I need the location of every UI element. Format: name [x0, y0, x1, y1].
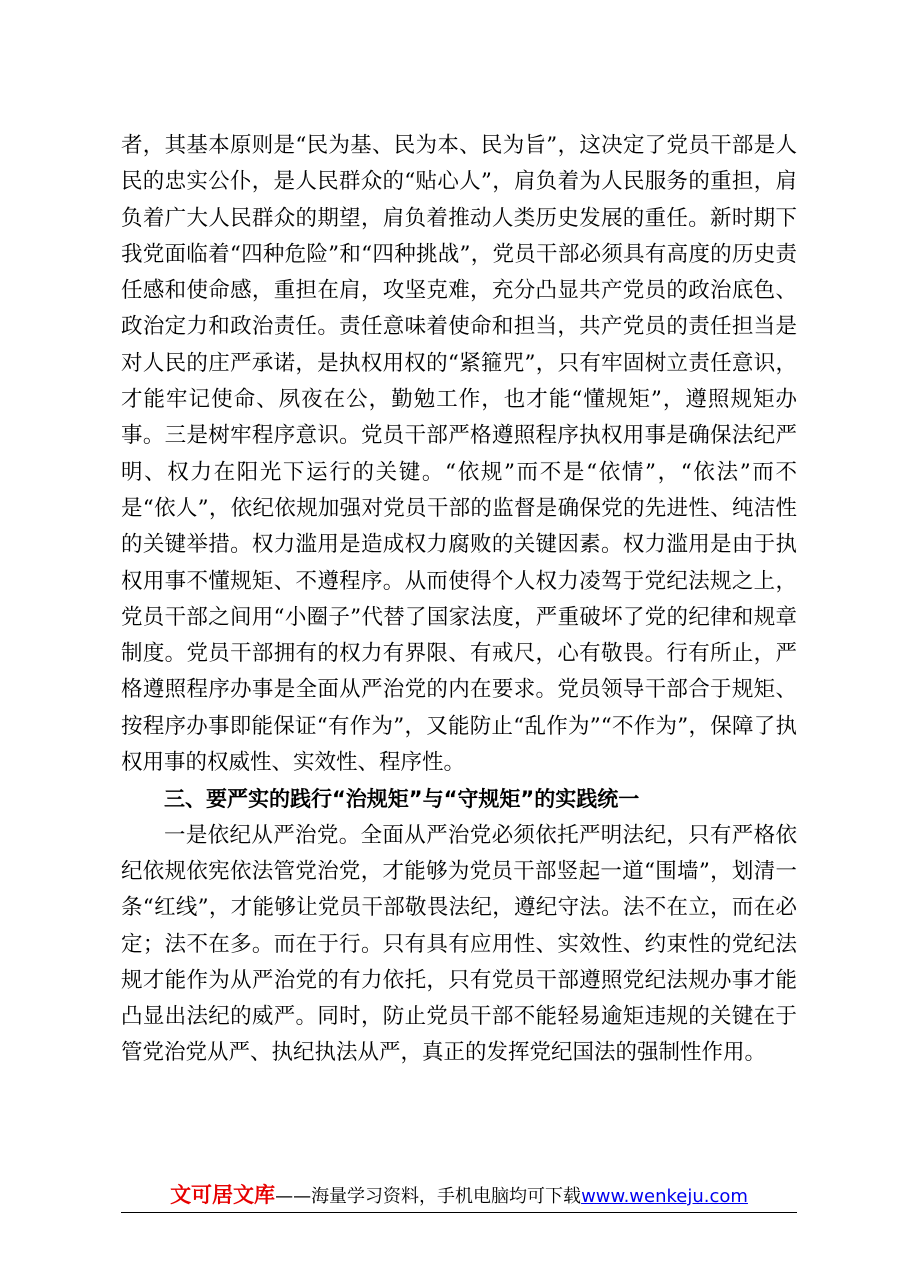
section-heading: 三、要严实的践行“治规矩”与“守规矩”的实践统一: [164, 787, 640, 812]
footer-brand: 文可居文库: [170, 1183, 276, 1207]
document-body: [121, 128, 797, 1072]
paragraph: 者，其基本原则是“民为基、民为本、民为旨”，这决定了党员干部是人民的忠实公仆，是人民群众的“贴心人”，肩负着为人民服务的重担，肩负着广大人民群众的期望，肩负着推动人类历史发展的重任。新时期下我党面临着“四种危险”和“四种挑战”，党员干部必须具有高度的历史责任感和使命感，重担在肩，攻坚克难，充分凸显共产党员的政治底色、政治定力和政治责任。责任意味着使命和担当，共产党员的责任担当是对人民的庄严承诺，是执权用权的“紧箍咒”，只有牢固树立责任意识，才能牢记使命、夙夜在公，勤勉工作，也才能“懂规矩”，遵照规矩办事。三是树牢程序意识。党员干部严格遵照程序执权用事是确保法纪严明、权力在阳光下运行的关键。“依规”而不是“依情”，“依法”而不是“依人”，依纪依规加强对党员干部的监督是确保党的先进性、纯洁性的关键举措。权力滥用是造成权力腐败的关键因素。权力滥用是由于执权用事不懂规矩、不遵程序。从而使得个人权力凌驾于党纪法规之上，党员干部之间用“小圈子”代替了国家法度，严重破坏了党的纪律和规章制度。党员干部拥有的权力有界限、有戒尺，心有敬畏。行有所止，严格遵照程序办事是全面从严治党的内在要求。党员领导干部合于规矩、按程序办事即能保证“有作为”，又能防止“乱作为”“不作为”，保障了执权用事的权威性、实效性、程序性。: [121, 133, 797, 776]
paragraph: 一是依纪从严治党。全面从严治党必须依托严明法纪，只有严格依纪依规依宪依法管党治党，才能够为党员干部竖起一道“围墙”，划清一条“红线”，才能够让党员干部敬畏法纪，遵纪守法。法不在立，而在必定；法不在多。而在于行。只有具有应用性、实效性、约束性的党纪法规才能作为从严治党的有力依托，只有党员干部遵照党纪法规办事才能凸显出法纪的威严。同时，防止党员干部不能轻易逾矩违规的关键在于管党治党从严、执纪执法从严，真正的发挥党纪国法的强制性作用。: [121, 822, 797, 1066]
page-footer: [121, 1180, 797, 1213]
footer-link[interactable]: www.wenkeju.com: [581, 1186, 748, 1207]
footer-tagline: ——海量学习资料，手机电脑均可下载: [275, 1186, 582, 1207]
